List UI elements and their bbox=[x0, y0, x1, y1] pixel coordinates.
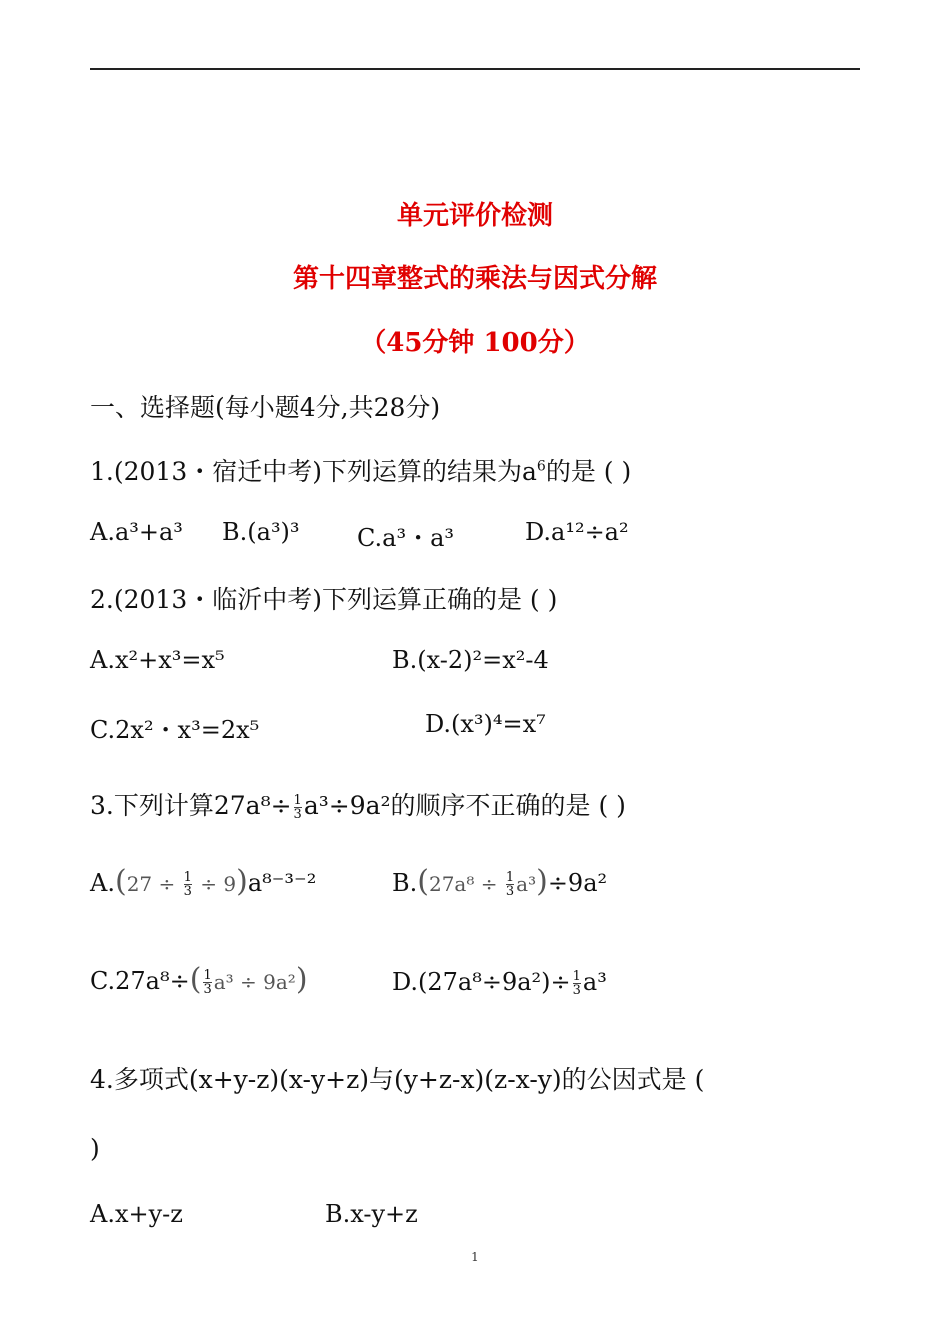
q4-option-a: A.x+y-z bbox=[90, 1200, 183, 1228]
q3-option-b: $B.(27a^8 \div \frac{1}{3}$ a³)÷9a² bbox=[392, 864, 608, 899]
q3-stem-part-a: 3.下列计算27a⁸÷ bbox=[90, 791, 292, 820]
q2-option-c: C.2x²・x³=2x⁵ bbox=[90, 716, 260, 744]
q1-option-c: C.a³・a³ bbox=[357, 524, 454, 552]
q2-option-b: B.(x-2)²=x²-4 bbox=[392, 646, 549, 674]
chapter-subtitle: 第十四章整式的乘法与因式分解 bbox=[292, 264, 657, 294]
q1-stem-part-b: 的是 ( ) bbox=[545, 457, 632, 486]
q2-option-d: D.(x³)⁴=x⁷ bbox=[425, 710, 546, 738]
q1-option-a: A.a³+a³ bbox=[90, 518, 183, 546]
q1-stem-exponent: 6 bbox=[536, 458, 546, 475]
q4-option-b: B.x-y+z bbox=[325, 1200, 418, 1228]
q3-stem-part-b: a³÷9a²的顺序不正确的是 ( ) bbox=[303, 791, 626, 820]
q3-stem-fraction: $\frac{1}{3}$ bbox=[293, 793, 302, 822]
q3-option-a: $A.(27 \div \frac{1}{3}$ ÷ 9)a⁸⁻³⁻² bbox=[90, 864, 317, 899]
q2-option-a: A.x²+x³=x⁵ bbox=[90, 646, 225, 674]
q3-option-d: $D.(27a^8\div 9a^2)\div \frac{1}{3}$ a³ bbox=[392, 968, 607, 998]
question-3-stem bbox=[90, 786, 626, 822]
q1-stem-part-a: 1.(2013・宿迁中考)下列运算的结果为a bbox=[90, 457, 537, 486]
question-4-stem: 4.多项式(x+y-z)(x-y+z)与(y+z-x)(z-x-y)的公因式是 ( bbox=[90, 1065, 705, 1094]
page-title: 单元评价检测 bbox=[396, 201, 553, 231]
section-heading: 一、选择题(每小题4分,共28分) bbox=[90, 393, 441, 422]
time-score: （45分钟 100分） bbox=[360, 328, 590, 358]
page-number: 1 bbox=[471, 1250, 479, 1264]
top-rule bbox=[90, 68, 860, 70]
q3-option-c: $C.27a^8\div( \frac{1}{3}$ a³ ÷ 9a²) bbox=[90, 962, 308, 997]
q1-option-b: B.(a³)³ bbox=[222, 518, 300, 546]
q1-option-d: D.a¹²÷a² bbox=[525, 518, 629, 546]
question-4-stem-close: ) bbox=[90, 1134, 100, 1163]
question-2-stem: 2.(2013・临沂中考)下列运算正确的是 ( ) bbox=[90, 585, 558, 614]
question-1-stem bbox=[90, 452, 631, 488]
